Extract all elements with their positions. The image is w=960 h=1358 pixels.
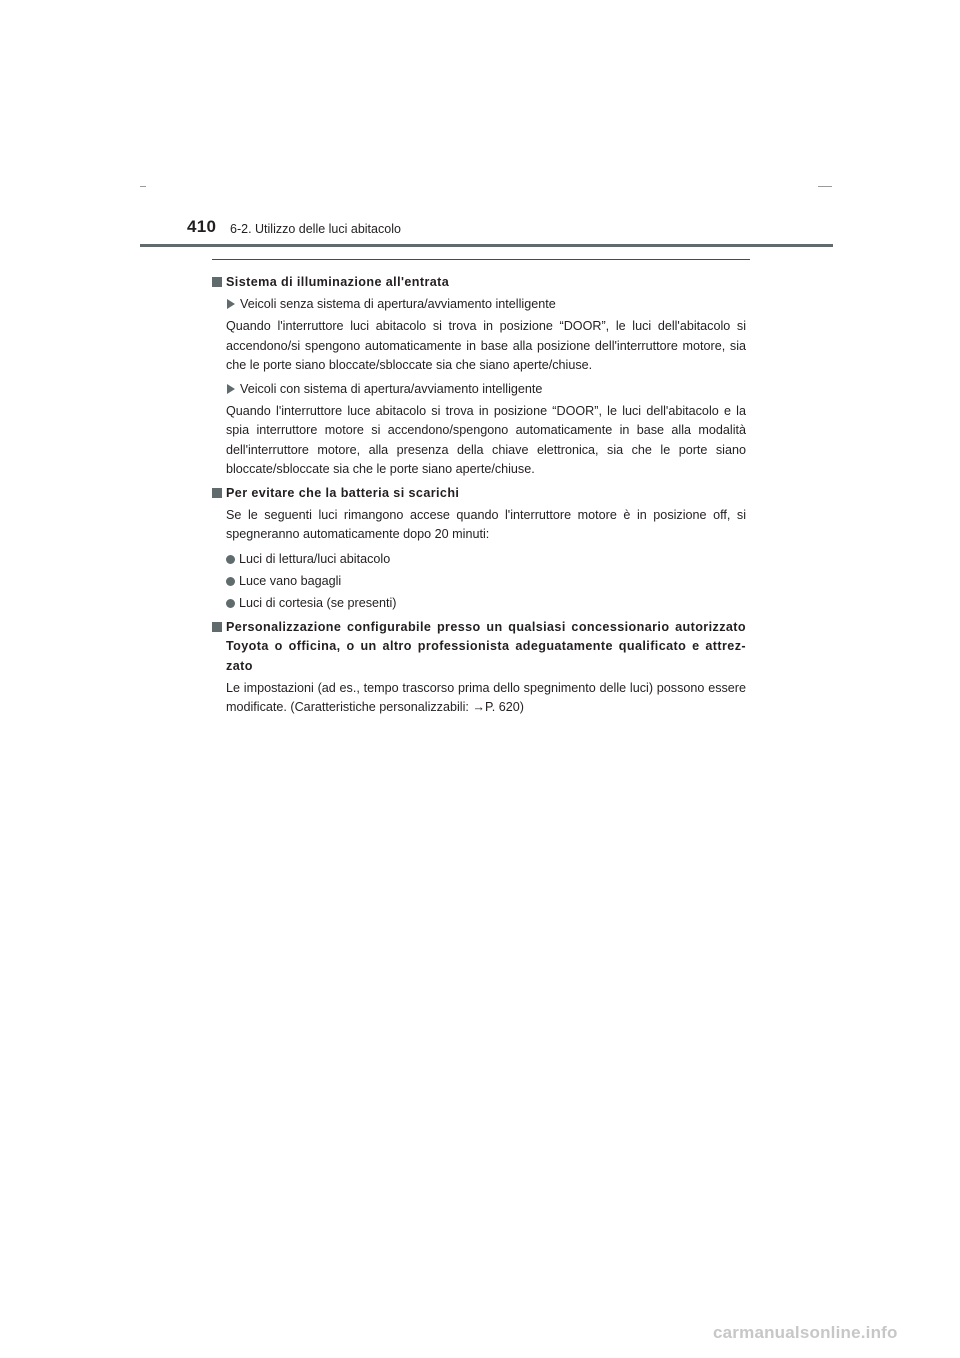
list-item-text: Luci di cortesia (se presenti) bbox=[239, 596, 397, 611]
crop-mark-right bbox=[818, 186, 832, 187]
square-bullet-icon bbox=[212, 488, 222, 498]
paragraph-without-smart-entry: Quando l'interruttore luci abitacolo si trova in posizione “DOOR”, le luci dell'abitacolo si accendono/si spengono automaticamente in base alla posizione dell'interruttore motore, sia che le porte siano bloccate/sbloccate sia che siano aperte/chiuse. bbox=[226, 319, 746, 372]
list-item-text: Luce vano bagagli bbox=[239, 573, 342, 588]
list-item bbox=[212, 572, 746, 591]
page-reference-link[interactable]: →P. 620) bbox=[472, 700, 524, 715]
section-heading-battery bbox=[212, 484, 746, 503]
content-rule bbox=[212, 259, 750, 260]
list-item-text: Luci di lettura/luci abitacolo bbox=[239, 551, 391, 566]
square-bullet-icon bbox=[212, 277, 222, 287]
paragraph-text: Le impostazioni (ad es., tempo trascorso prima dello spegnimento delle luci) possono essere modificate. (Caratteristiche personalizzabili: bbox=[226, 680, 746, 715]
heading-text: Sistema di illuminazione all'entrata bbox=[226, 275, 450, 289]
paragraph-battery: Se le seguenti luci rimangono accese quando l'interruttore motore è in posizione off, si spegneranno automaticamente dopo 20 minuti: bbox=[226, 508, 746, 542]
circle-bullet-icon bbox=[226, 599, 235, 608]
section-title: 6-2. Utilizzo delle luci abitacolo bbox=[230, 222, 401, 236]
section-heading-customization bbox=[212, 618, 746, 676]
circle-bullet-icon bbox=[226, 555, 235, 564]
subheading-without-smart-entry bbox=[212, 295, 746, 314]
heading-text: Personalizzazione configurabile presso un qualsiasi concessionario autorizzato Toyota o officina, o un altro professionista adeguatamente qualificato e attrez-zato bbox=[226, 620, 746, 673]
page-content bbox=[212, 268, 746, 717]
crop-mark-left bbox=[140, 186, 146, 187]
heading-text: Per evitare che la batteria si scarichi bbox=[226, 486, 460, 501]
subheading-text: Veicoli con sistema di apertura/avviamento intelligente bbox=[240, 382, 543, 397]
header-rule bbox=[140, 244, 833, 247]
circle-bullet-icon bbox=[226, 577, 235, 586]
paragraph-with-smart-entry: Quando l'interruttore luce abitacolo si trova in posizione “DOOR”, le luci dell'abitacolo e la spia interruttore motore si accendono/spengono automaticamente in base alla modalità dell'interruttore motore, alla presenza della chiave elettronica, sia che le porte siano bloccate/sbloccate sia che le porte siano aperte/chiuse. bbox=[226, 404, 746, 476]
watermark: carmanualsonline.info bbox=[713, 1323, 898, 1342]
triangle-arrow-icon bbox=[227, 384, 235, 394]
square-bullet-icon bbox=[212, 622, 222, 632]
subheading-with-smart-entry bbox=[212, 380, 746, 399]
subheading-text: Veicoli senza sistema di apertura/avviamento intelligente bbox=[240, 297, 556, 312]
section-heading-entry-lighting bbox=[212, 273, 746, 292]
paragraph-customization bbox=[212, 679, 746, 717]
page-number: 410 bbox=[187, 217, 217, 236]
triangle-arrow-icon bbox=[227, 299, 235, 309]
list-item bbox=[212, 550, 746, 569]
list-item bbox=[212, 594, 746, 613]
